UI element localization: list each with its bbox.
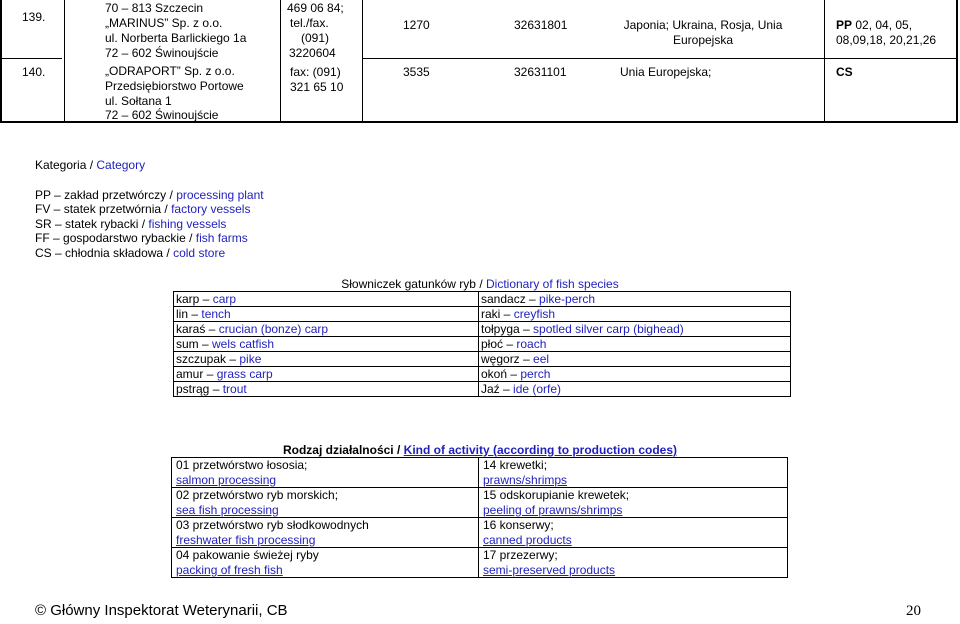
species-pl: sum — [176, 337, 199, 351]
activity-en: sea fish processing — [176, 502, 279, 517]
species-en: creyfish — [513, 307, 556, 321]
category-item: CS – chłodnia składowa / cold store — [35, 246, 226, 260]
footer-copyright: © Główny Inspektorat Weterynarii, CB — [35, 602, 288, 619]
table-row — [174, 307, 791, 322]
species-en: crucian (bonze) carp — [218, 322, 329, 336]
category-code: CS — [836, 65, 853, 79]
table-cell — [479, 488, 788, 518]
activity-pl: 01 przetwórstwo łososia; — [176, 458, 308, 472]
approval-number: 1270 — [403, 18, 430, 32]
species-en: spotled silver carp (bighead) — [533, 322, 684, 336]
registry-table — [0, 0, 958, 123]
row-number: 140. — [22, 65, 46, 79]
establishment-address-line: ul. Sołtana 1 — [105, 94, 172, 108]
table-cell: raki – creyfish — [479, 307, 791, 322]
category-code: PP — [836, 18, 853, 32]
establishment-name: „ODRAPORT” Sp. z o.o. — [105, 64, 235, 78]
phone-line: tel./fax. — [290, 16, 329, 30]
activity-codes: 02, 04, 05, 08,09,18, 20,21,26 — [836, 18, 937, 47]
category-pl: gospodarstwo rybackie — [63, 231, 186, 245]
species-pl: karaś — [176, 322, 206, 336]
species-pl: lin — [176, 307, 189, 321]
species-en: perch — [520, 367, 551, 381]
category-pl: chłodnia składowa — [65, 246, 164, 260]
table-cell: pstrąg – trout — [174, 382, 479, 397]
phone-line: 3220604 — [289, 46, 336, 60]
table-row — [172, 548, 788, 578]
species-pl: raki — [481, 307, 501, 321]
category-heading-en: Category — [96, 158, 146, 172]
category-pl: zakład przetwórczy — [64, 188, 167, 202]
table-cell — [479, 458, 788, 488]
activity-pl: 16 konserwy; — [483, 518, 554, 532]
column-divider — [64, 0, 65, 121]
category-code: FF — [35, 231, 50, 245]
table-row — [174, 367, 791, 382]
category-code: FV — [35, 202, 51, 216]
column-divider — [280, 0, 281, 121]
table-cell — [479, 548, 788, 578]
dictionary-title-en: Dictionary of fish species — [486, 277, 619, 291]
table-cell: karaś – crucian (bonze) carp — [174, 322, 479, 337]
species-en: grass carp — [216, 367, 273, 381]
species-pl: węgorz — [481, 352, 520, 366]
table-row — [174, 382, 791, 397]
markets: Japonia; Ukraina, Rosja, Unia Europejska — [623, 18, 783, 47]
table-cell: lin – tench — [174, 307, 479, 322]
species-pl: amur — [176, 367, 204, 381]
dictionary-table — [173, 291, 791, 397]
table-row — [174, 337, 791, 352]
markets: Unia Europejska; — [620, 65, 712, 79]
table-cell — [479, 518, 788, 548]
species-en: eel — [533, 352, 550, 366]
species-pl: Jaź — [481, 382, 500, 396]
species-pl: płoć — [481, 337, 504, 351]
activity-en: peeling of prawns/shrimps — [483, 502, 623, 517]
activity-pl: 04 pakowanie świeżej ryby — [176, 548, 319, 562]
row-divider — [362, 58, 956, 59]
activity-pl: 03 przetwórstwo ryb słodkowodnych — [176, 518, 369, 532]
species-en: wels catfish — [212, 337, 275, 351]
establishment-name: „MARINUS” Sp. z o.o. — [105, 16, 223, 30]
table-cell: sum – wels catfish — [174, 337, 479, 352]
species-en: trout — [222, 382, 247, 396]
table-cell: płoć – roach — [479, 337, 791, 352]
category-code: CS — [35, 246, 52, 260]
activity-pl: 14 krewetki; — [483, 458, 548, 472]
category-pl: statek rybacki — [65, 217, 139, 231]
category-code: PP — [35, 188, 51, 202]
species-en: pike — [239, 352, 262, 366]
category-en: fishing vessels — [148, 217, 227, 231]
species-en: tench — [201, 307, 231, 321]
establishment-address-line: 72 – 602 Świnoujście — [105, 46, 219, 60]
vet-number: 32631801 — [514, 18, 568, 32]
category-en: processing plant — [176, 188, 264, 202]
phone-line: 469 06 84; — [287, 1, 344, 15]
phone-line: 321 65 10 — [290, 80, 344, 94]
activity-pl: 02 przetwórstwo ryb morskich; — [176, 488, 339, 502]
activity-en: canned products — [483, 532, 572, 547]
category-pl: statek przetwórnia — [63, 202, 162, 216]
table-row — [172, 488, 788, 518]
category-heading: Kategoria / Category — [35, 158, 146, 172]
table-row — [174, 322, 791, 337]
species-pl: karp — [176, 292, 200, 306]
phone-line: fax: (091) — [290, 65, 341, 79]
page-number: 20 — [906, 603, 921, 619]
activity-en: semi-preserved products — [483, 562, 616, 577]
table-cell: tołpyga – spotled silver carp (bighead) — [479, 322, 791, 337]
category-en: fish farms — [195, 231, 248, 245]
table-cell: sandacz – pike-perch — [479, 292, 791, 307]
establishment-address-line: ul. Norberta Barlickiego 1a — [105, 31, 247, 45]
species-pl: sandacz — [481, 292, 526, 306]
species-en: carp — [212, 292, 237, 306]
row-divider — [2, 58, 62, 59]
vet-number: 32631101 — [514, 65, 567, 79]
table-cell — [172, 518, 479, 548]
table-cell: węgorz – eel — [479, 352, 791, 367]
category-item: FV – statek przetwórnia / factory vessels — [35, 202, 251, 216]
species-pl: szczupak — [176, 352, 227, 366]
phone-line: (091) — [301, 31, 330, 45]
establishment-address-line: 72 – 602 Świnoujście — [105, 108, 219, 122]
category-codes — [836, 65, 853, 80]
table-cell — [172, 488, 479, 518]
table-cell: amur – grass carp — [174, 367, 479, 382]
table-row — [172, 518, 788, 548]
species-pl: tołpyga — [481, 322, 520, 336]
table-cell: szczupak – pike — [174, 352, 479, 367]
activity-en: freshwater fish processing — [176, 532, 316, 547]
establishment-address-line: 70 – 813 Szczecin — [105, 1, 204, 15]
species-en: pike-perch — [539, 292, 596, 306]
table-cell: Jaź – ide (orfe) — [479, 382, 791, 397]
species-en: roach — [516, 337, 547, 351]
category-en: cold store — [173, 246, 226, 260]
column-divider — [824, 0, 825, 121]
establishment-name-line: Przedsiębiorstwo Portowe — [105, 79, 244, 93]
column-divider — [362, 0, 363, 121]
category-en: factory vessels — [171, 202, 251, 216]
table-cell — [172, 458, 479, 488]
species-en: ide (orfe) — [513, 382, 562, 396]
activity-pl: 15 odskorupianie krewetek; — [483, 488, 630, 502]
dictionary-title: Słowniczek gatunków ryb / Dictionary of fish species — [341, 277, 619, 291]
category-codes — [836, 18, 956, 47]
table-cell: karp – carp — [174, 292, 479, 307]
table-cell — [172, 548, 479, 578]
species-pl: okoń — [481, 367, 508, 381]
table-row — [174, 352, 791, 367]
activity-en: prawns/shrimps — [483, 472, 568, 487]
category-code: SR — [35, 217, 52, 231]
category-heading-pl: Kategoria — [35, 158, 87, 172]
activity-pl: 17 przezerwy; — [483, 548, 558, 562]
table-row — [174, 292, 791, 307]
approval-number: 3535 — [403, 65, 430, 79]
table-row — [172, 458, 788, 488]
activity-en: packing of fresh fish — [176, 562, 283, 577]
activity-title-en: Kind of activity (according to production codes) — [403, 443, 678, 457]
category-item: PP – zakład przetwórczy / processing plant — [35, 188, 264, 202]
activity-title: Rodzaj działalności / Kind of activity (according to production codes) — [282, 443, 678, 457]
activity-title-pl: Rodzaj działalności — [282, 443, 394, 457]
row-number: 139. — [22, 10, 46, 24]
dictionary-title-pl: Słowniczek gatunków ryb — [341, 277, 476, 291]
activity-en: salmon processing — [176, 472, 277, 487]
category-item: FF – gospodarstwo rybackie / fish farms — [35, 231, 248, 245]
activity-table — [171, 457, 788, 578]
category-item: SR – statek rybacki / fishing vessels — [35, 217, 227, 231]
species-pl: pstrąg — [176, 382, 210, 396]
table-cell: okoń – perch — [479, 367, 791, 382]
